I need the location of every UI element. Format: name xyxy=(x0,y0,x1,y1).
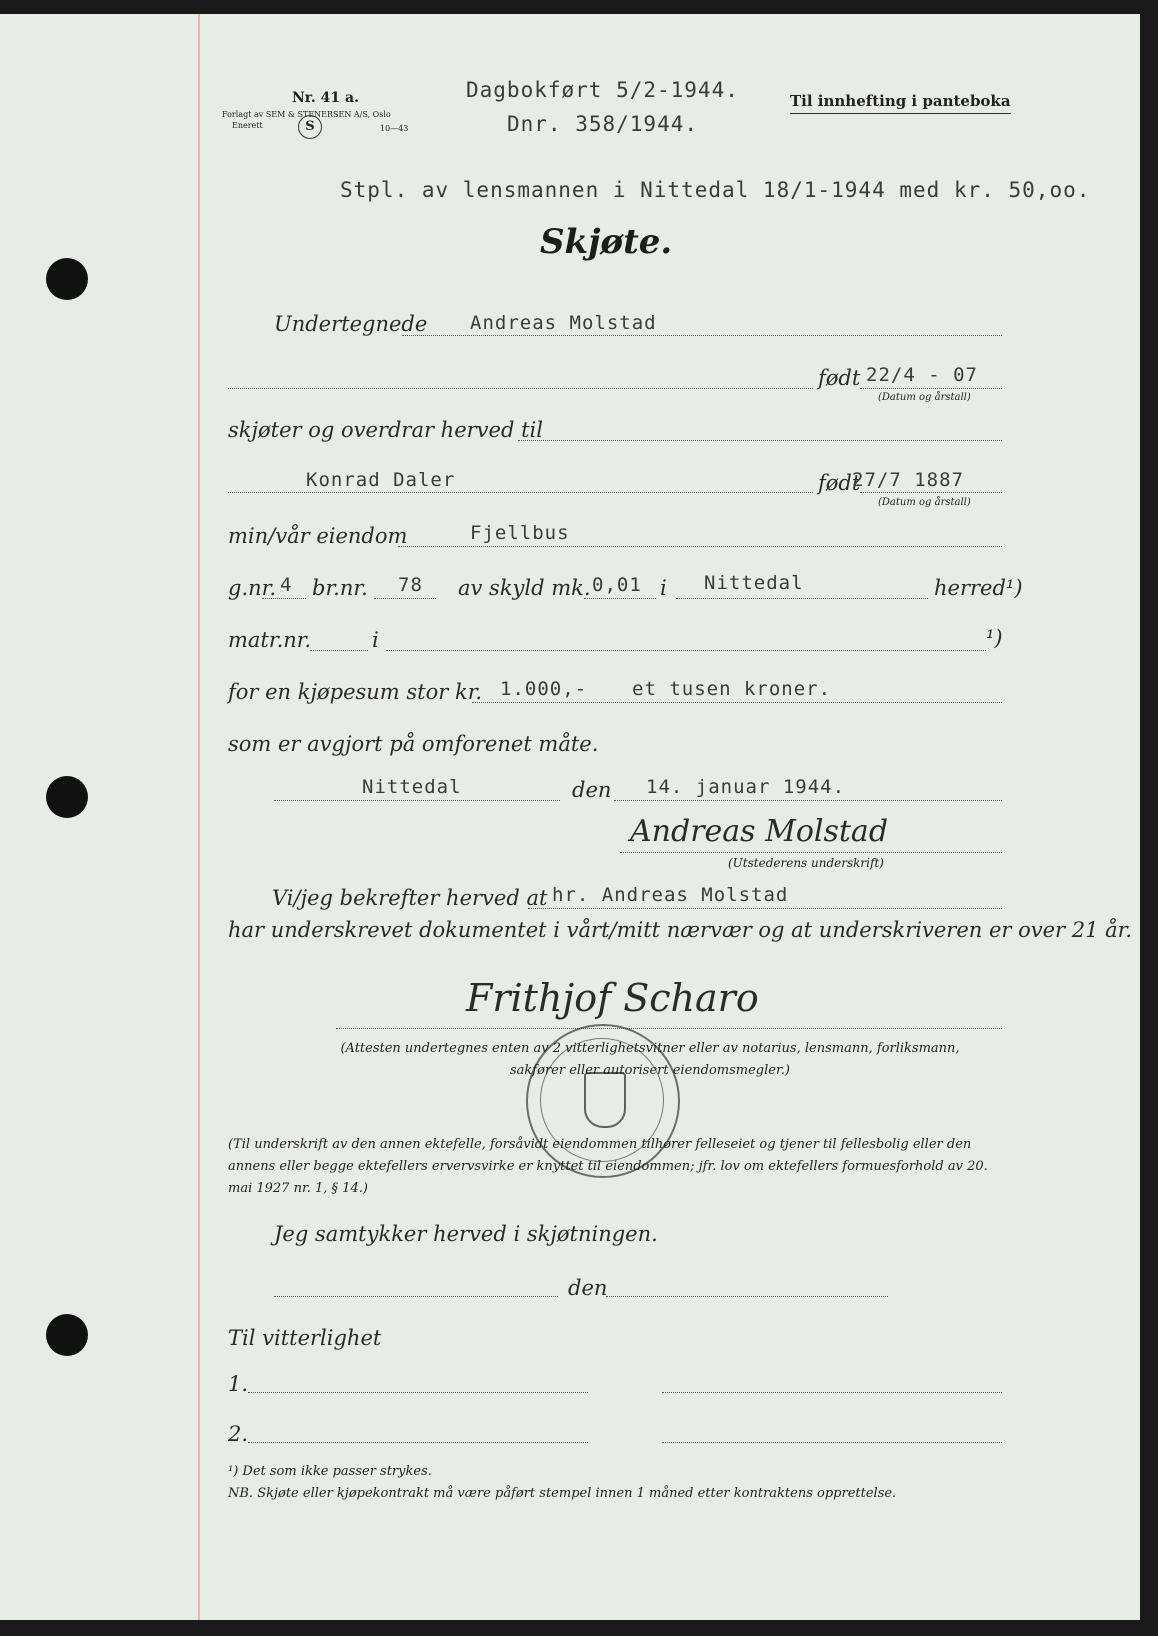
born-label: født xyxy=(818,471,861,495)
witness-heading: Til vitterlighet xyxy=(228,1326,382,1350)
matr-footnote-ref: ¹) xyxy=(986,626,1003,650)
binder-hole xyxy=(46,776,88,818)
consent-text: Jeg samtykker herved i skjøtningen. xyxy=(274,1222,658,1246)
margin-line xyxy=(198,14,200,1620)
footnote: ¹) Det som ikke passer strykes. xyxy=(228,1464,432,1479)
date-hint: (Datum og årstall) xyxy=(878,497,971,508)
settled-text: som er avgjort på omforenet måte. xyxy=(228,732,599,756)
matr-in-label: i xyxy=(372,628,379,652)
witness-2-label: 2. xyxy=(228,1422,249,1446)
witness-signature: Frithjof Scharo xyxy=(466,976,759,1020)
date-hint: (Datum og årstall) xyxy=(878,392,971,403)
property-name: Fjellbus xyxy=(470,522,570,544)
publisher-enerett: Enerett xyxy=(232,121,263,130)
signing-place: Nittedal xyxy=(362,776,462,798)
diary-number: Dnr. 358/1944. xyxy=(507,112,699,136)
herred-label: herred¹) xyxy=(934,576,1023,600)
page-title: Skjøte. xyxy=(540,222,673,262)
in-label: i xyxy=(660,576,667,600)
registered-date: Dagbokført 5/2-1944. xyxy=(466,78,739,102)
publisher-date: 10—43 xyxy=(380,124,409,133)
confirm-label: Vi/jeg bekrefter herved at xyxy=(272,886,548,910)
form-number: Nr. 41 a. xyxy=(292,90,359,106)
confirm-person: hr. Andreas Molstad xyxy=(552,884,789,906)
transfer-label: skjøter og overdrar herved til xyxy=(228,418,543,442)
price-words: et tusen kroner. xyxy=(632,678,832,700)
signature-hint: (Utstederens underskrift) xyxy=(728,856,884,870)
seller-name: Andreas Molstad xyxy=(470,312,657,334)
stamp-duty-line: Stpl. av lensmannen i Nittedal 18/1-1944 med kr. 50,oo. xyxy=(340,178,1091,202)
consent-den-label: den xyxy=(568,1276,608,1300)
document-page xyxy=(0,14,1140,1620)
brnr-value: 78 xyxy=(398,574,423,596)
property-label: min/vår eiendom xyxy=(228,524,408,548)
binder-hole xyxy=(46,1314,88,1356)
signing-date: 14. januar 1944. xyxy=(646,776,846,798)
buyer-birth-date: 27/7 1887 xyxy=(852,469,964,491)
buyer-name: Konrad Daler xyxy=(306,469,456,491)
municipality: Nittedal xyxy=(704,572,804,594)
skyld-label: av skyld mk. xyxy=(458,576,591,600)
binder-hole xyxy=(46,258,88,300)
seller-signature: Andreas Molstad xyxy=(630,814,889,849)
binding-note: Til innhefting i panteboka xyxy=(790,92,1011,114)
publisher-logo-icon: S xyxy=(298,115,322,139)
nb-note: NB. Skjøte eller kjøpekontrakt må være påført stempel innen 1 måned etter kontraktens opprettelse. xyxy=(228,1486,897,1501)
price-label: for en kjøpesum stor kr. xyxy=(228,680,483,704)
born-label: født xyxy=(818,366,861,390)
witness-1-label: 1. xyxy=(228,1372,249,1396)
gnr-label: g.nr. xyxy=(228,576,277,600)
seller-birth-date: 22/4 - 07 xyxy=(866,364,978,386)
attest-note: (Attesten undertegnes enten av 2 vitterlighetsvitner eller av notarius, lensmann, forliksmann, sakfører eller autorisert eiendomsmegler.) xyxy=(340,1041,960,1078)
undersigned-label: Undertegnede xyxy=(274,312,428,336)
matr-label: matr.nr. xyxy=(228,628,312,652)
gnr-value: 4 xyxy=(280,574,293,596)
publisher-line: Forlagt av SEM & STENERSEN A/S, Oslo xyxy=(222,110,391,119)
price-value: 1.000,- xyxy=(500,678,588,700)
den-label: den xyxy=(572,778,612,802)
confirm-statement: har underskrevet dokumentet i vårt/mitt nærvær og at underskriveren er over 21 år. xyxy=(228,918,1133,942)
skyld-value: 0,01 xyxy=(592,574,642,596)
brnr-label: br.nr. xyxy=(312,576,368,600)
spouse-note: (Til underskrift av den annen ektefelle, forsåvidt eiendommen tilhører felleseiet og tjener til fellesbolig eller den annens eller begge ektefellers ervervsvirke er knyttet til eiendommen; jfr. lov om ektefellers formuesforhold av 20. mai 1927 nr. 1, § 14.) xyxy=(228,1137,988,1196)
